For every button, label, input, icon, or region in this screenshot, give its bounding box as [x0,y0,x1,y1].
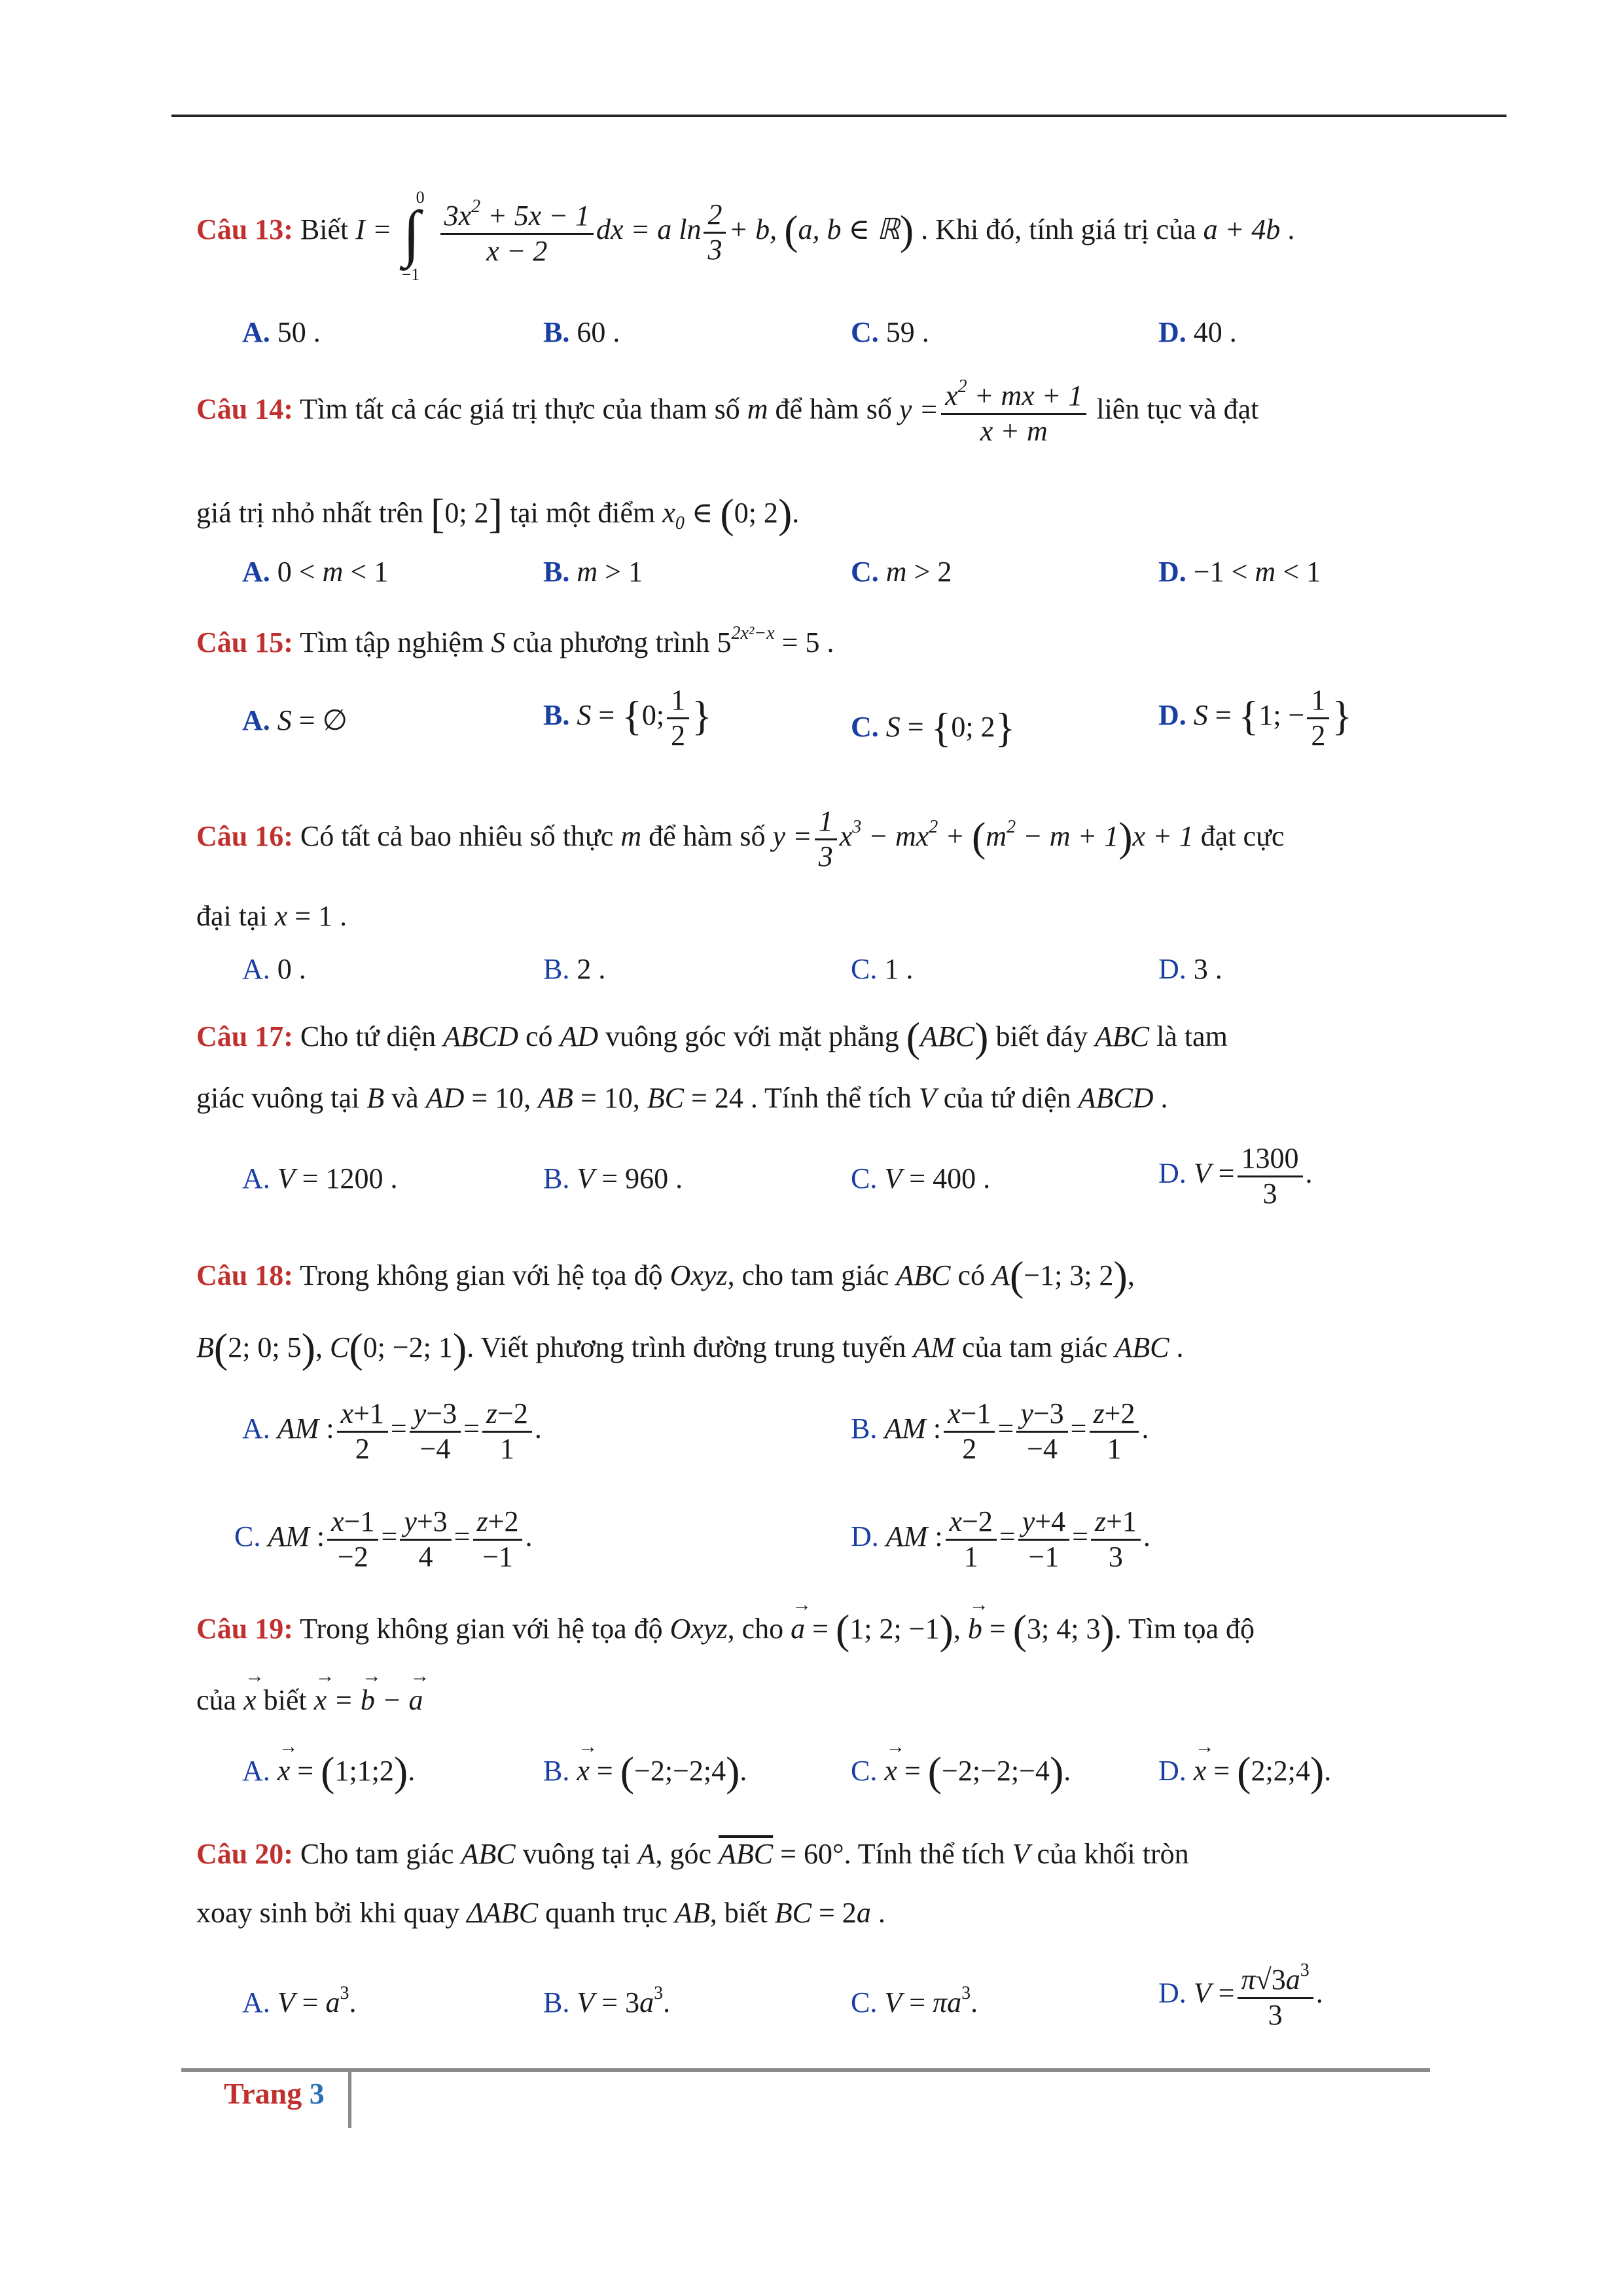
footer-label: Trang [224,2077,302,2110]
question-text: Trong không gian với hệ tọa độ [300,1259,663,1291]
option-c[interactable]: C. $V = \pi a^3$. [851,1983,978,2018]
question-text: để hàm số [649,820,766,853]
question-text: giác vuông tại [196,1082,360,1114]
question-text: có [957,1259,986,1291]
question-13: Câu 13: Biết I = ∫ 0 −1 $\frac{3x^2 + 5x - 1}{x - 2}$ dx = a ln $\frac{2}{3}$ + b, (a, b ∈ ℝ) . Khi đó, tính giá trị của a + 4b . [196,188,1295,284]
question-text: và [391,1082,419,1114]
option-c[interactable]: C. S = {0; 2} [851,704,1016,751]
question-text: vuông tại [522,1838,631,1870]
header-rule [171,115,1507,117]
option-a[interactable]: A. $V = a^3$. [242,1983,357,2018]
option-a[interactable]: A. S = ∅ [242,704,348,736]
question-text: , cho tam giác [727,1259,889,1291]
question-label: Câu 18: [196,1259,293,1291]
option-d[interactable]: D. 40 . [1158,316,1237,348]
option-c[interactable]: C. AM : $\frac{x-1}{-2}$ = $\frac{y+3}{4}$ = $\frac{z+2}{-1}$ . [234,1505,533,1573]
question-text: , cho [727,1613,784,1645]
question-text: là tam [1156,1020,1228,1052]
option-d[interactable]: D. −1 < m < 1 [1158,556,1321,588]
question-text: . Viết phương trình đường trung tuyến [467,1331,906,1363]
question-text: Tìm tập nghiệm [300,626,484,658]
option-b[interactable]: B. AM : $\frac{x-1}{2}$ = $\frac{y-3}{-4}$ = $\frac{z+2}{1}$ . [851,1397,1149,1465]
question-text: có [525,1020,553,1052]
question-18-line-2: B(2; 0; 5), C(0; −2; 1). Viết phương trình đường trung tuyến AM của tam giác ABC . [196,1325,1184,1371]
question-text: Trong không gian với hệ tọa độ [300,1613,663,1645]
question-label: Câu 16: [196,820,293,853]
option-a[interactable]: A. 50 . [242,316,321,348]
question-text: của [196,1684,237,1716]
question-text: của tứ diện [943,1082,1071,1114]
option-a[interactable]: A. 0 . [242,953,306,985]
question-text: , biết [709,1897,768,1929]
question-text: Có tất cả bao nhiêu số thực [300,820,614,853]
question-text: giá trị nhỏ nhất trên [196,497,424,529]
question-label: Câu 17: [196,1020,293,1052]
footer-rule [181,2068,1430,2072]
question-text: liên tục và đạt [1096,393,1259,425]
option-b[interactable]: B. 60 . [543,316,620,348]
question-text: đạt cực [1200,820,1285,853]
option-a[interactable]: A. 0 < m < 1 [242,556,389,588]
question-text: biết [263,1684,307,1716]
question-text: Cho tứ diện [300,1020,437,1052]
page-footer [224,2076,325,2111]
question-text: biết đáy [995,1020,1088,1052]
question-text: Cho tam giác [300,1838,454,1870]
option-d[interactable]: D. V = $\frac{\pi√3a^3}{3}$ . [1158,1960,1323,2031]
option-d[interactable]: D. V = $\frac{1300}{3}$ . [1158,1142,1313,1210]
option-c[interactable]: C. 1 . [851,953,914,985]
option-b[interactable]: B. m > 1 [543,556,643,588]
question-text: xoay sinh bởi khi quay [196,1897,460,1929]
question-label: Câu 14: [196,393,293,425]
question-text: vuông góc với mặt phẳng [605,1020,899,1052]
question-14-line-2: giá trị nhỏ nhất trên [0; 2] tại một điểm $x_0$ ∈ (0; 2). [196,490,800,537]
question-20-line-2: xoay sinh bởi khi quay ΔABC quanh trục AB, biết BC = 2a . [196,1897,885,1929]
integral-expression: I = ∫ 0 −1 $\frac{3x^2 + 5x - 1}{x - 2}$ dx = a ln $\frac{2}{3}$ + b, (a, b ∈ ℝ) [355,188,914,284]
question-label: Câu 19: [196,1613,293,1645]
option-d[interactable]: D. 3 . [1158,953,1222,985]
option-a[interactable]: A. V = 1200 . [242,1162,398,1194]
question-text: . Tính thể tích [750,1082,912,1114]
option-b[interactable]: B. 2 . [543,953,606,985]
question-label: Câu 20: [196,1838,293,1870]
question-text: Tìm tất cả các giá trị thực của tham số [300,393,740,425]
question-text: tại một điểm [509,497,656,529]
question-text: . Khi đó, tính giá trị của [921,213,1196,246]
option-b[interactable]: B. S = {0; $\frac{1}{2}$ } [543,684,712,751]
question-text: , góc [655,1838,712,1870]
question-19: Câu 19: Trong không gian với hệ tọa độ Oxyz, cho → a = (1; 2; −1), → b = (3; 4; 3). Tìm tọa độ [196,1604,1419,1656]
question-label: Câu 13: [196,213,293,246]
option-b[interactable]: B. $V = 3a^3$. [543,1983,671,2018]
option-b[interactable]: B. V = 960 . [543,1162,683,1194]
option-c[interactable]: C. 59 . [851,316,929,348]
question-text: của khối tròn [1037,1838,1189,1870]
question-text: của phương trình [512,626,710,658]
option-b[interactable]: B. → x = (−2;−2;4). [543,1748,747,1796]
question-text: quanh trục [545,1897,668,1929]
question-text: của tam giác [962,1331,1108,1363]
question-14: Câu 14: Tìm tất cả các giá trị thực của tham số m để hàm số y = $\frac{x^2 + mx + 1}{x + m}$ liên tục và đạt [196,376,1259,447]
question-text: đại tại [196,900,268,932]
question-label: Câu 15: [196,626,293,658]
option-d[interactable]: D. S = {1; − $\frac{1}{2}$ } [1158,684,1353,751]
question-16: Câu 16: Có tất cả bao nhiêu số thực m để hàm số y = $\frac{1}{3}$ $x^3 - mx^2 + (m^2 - m + 1)x + 1$ đạt cực [196,805,1285,872]
option-c[interactable]: C. m > 2 [851,556,952,588]
question-18: Câu 18: Trong không gian với hệ tọa độ Oxyz, cho tam giác ABC có A(−1; 3; 2), [196,1253,1135,1299]
question-15: Câu 15: Tìm tập nghiệm S của phương trình $5^{2x^2-x} = 5$ . [196,623,834,658]
option-d[interactable]: D. AM : $\frac{x-2}{1}$ = $\frac{y+4}{-1}$ = $\frac{z+1}{3}$ . [851,1505,1150,1573]
option-a[interactable]: A. → x = (1;1;2). [242,1748,415,1796]
question-17: Câu 17: Cho tứ diện ABCD có AD vuông góc với mặt phẳng (ABC) biết đáy ABC là tam [196,1014,1228,1060]
option-c[interactable]: C. V = 400 . [851,1162,991,1194]
question-20: Câu 20: Cho tam giác ABC vuông tại A, góc $\overline{ABC} = 60^\circ$. Tính thể tích V của khối tròn [196,1838,1189,1870]
question-text: . Tính thể tích [844,1838,1005,1870]
question-text: . Tìm tọa độ [1114,1613,1255,1645]
question-16-line-2: đại tại x = 1 . [196,900,348,932]
option-d[interactable]: D. → x = (2;2;4). [1158,1748,1331,1796]
option-c[interactable]: C. → x = (−2;−2;−4). [851,1748,1071,1796]
question-text: để hàm số [775,393,892,425]
footer-divider [348,2072,351,2128]
option-a[interactable]: A. AM : $\frac{x+1}{2}$ = $\frac{y-3}{-4}$ = $\frac{z-2}{1}$ . [242,1397,542,1465]
question-17-line-2: giác vuông tại B và AD = 10, AB = 10, BC = 24 . Tính thể tích V của tứ diện ABCD . [196,1082,1168,1114]
question-19-line-2: của → x biết → x = → b − → a [196,1682,1419,1718]
question-text: Biết [300,213,349,246]
page-number: 3 [309,2077,325,2110]
